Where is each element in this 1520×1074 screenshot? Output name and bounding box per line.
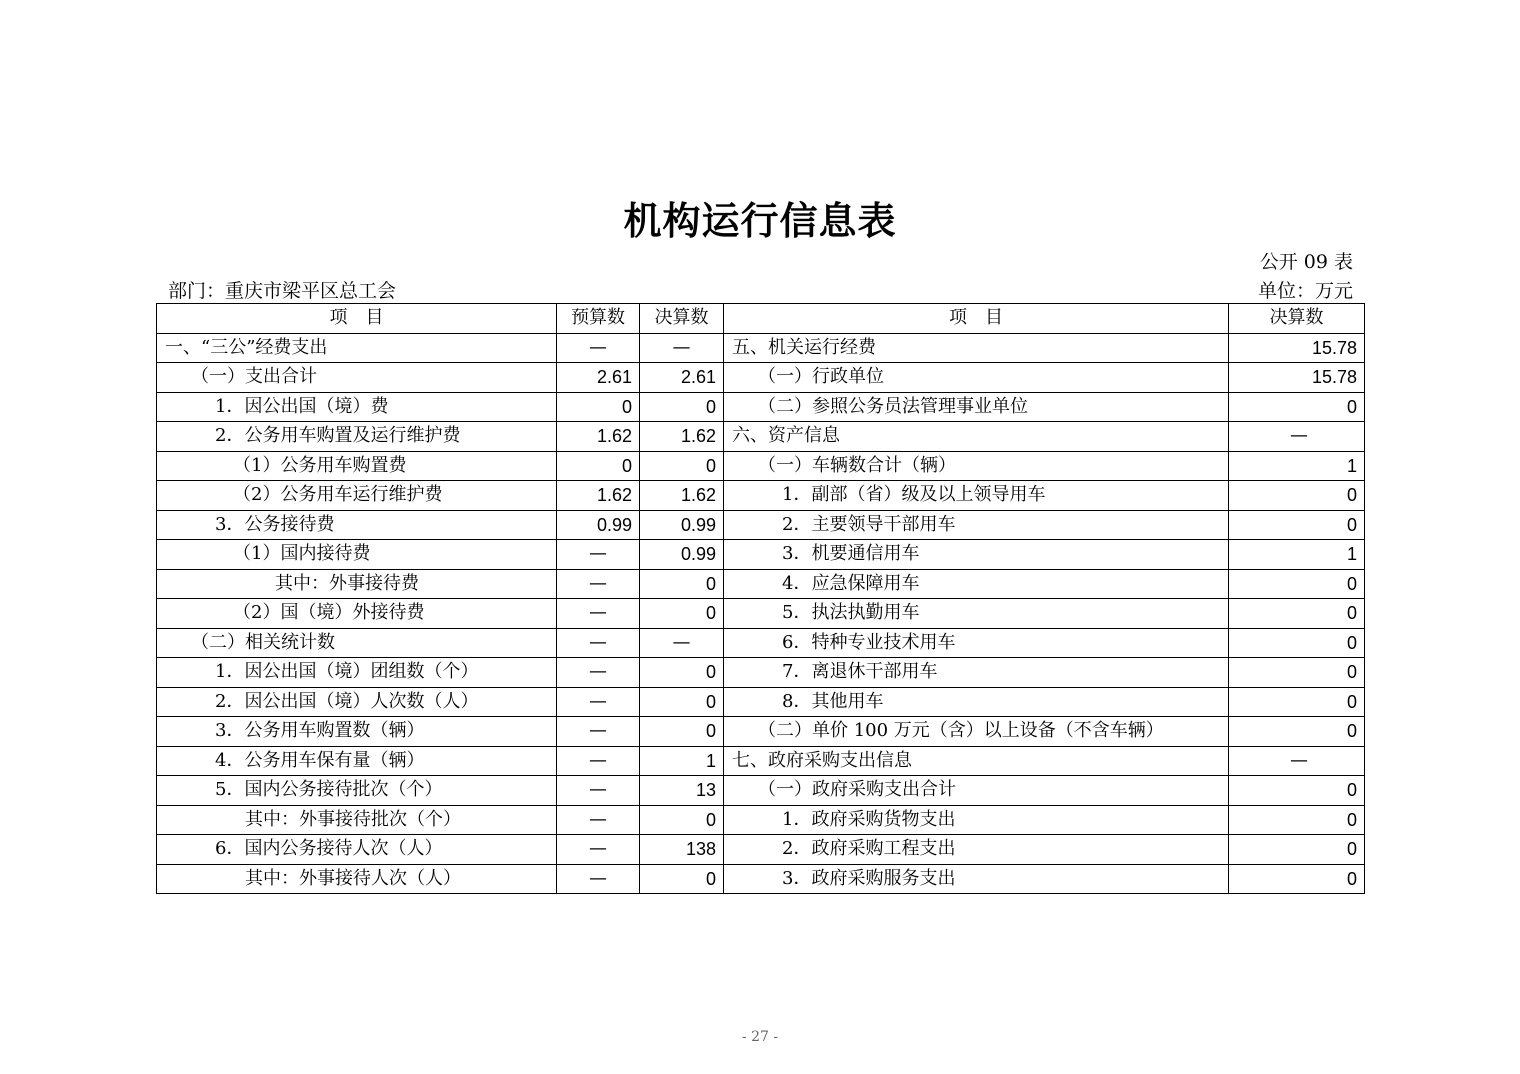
right-item: 六、资产信息 bbox=[724, 422, 1229, 452]
right-item: （一）行政单位 bbox=[724, 363, 1229, 393]
left-item: （2）国（境）外接待费 bbox=[157, 599, 557, 629]
right-final-value: — bbox=[1229, 422, 1365, 452]
left-item: 其中：外事接待批次（个） bbox=[157, 805, 557, 835]
table-row bbox=[157, 451, 1365, 481]
page-title: 机构运行信息表 bbox=[623, 198, 897, 243]
table-row bbox=[157, 392, 1365, 422]
right-final-value: 0 bbox=[1229, 805, 1365, 835]
budget-value: — bbox=[557, 717, 640, 747]
right-final-value: 0 bbox=[1229, 392, 1365, 422]
budget-value: — bbox=[557, 776, 640, 806]
right-item: 2．主要领导干部用车 bbox=[724, 510, 1229, 540]
left-item: 2．公务用车购置及运行维护费 bbox=[157, 422, 557, 452]
table-header-row bbox=[157, 304, 1365, 334]
right-final-value: 0 bbox=[1229, 687, 1365, 717]
final-value: 0 bbox=[640, 658, 724, 688]
table-row bbox=[157, 628, 1365, 658]
right-item: 6．特种专业技术用车 bbox=[724, 628, 1229, 658]
left-item: （1）国内接待费 bbox=[157, 540, 557, 570]
left-item: （2）公务用车运行维护费 bbox=[157, 481, 557, 511]
right-final-value: 15.78 bbox=[1229, 363, 1365, 393]
right-item: 2．政府采购工程支出 bbox=[724, 835, 1229, 865]
left-item: （一）支出合计 bbox=[157, 363, 557, 393]
right-final-value: 15.78 bbox=[1229, 333, 1365, 363]
right-final-value: 0 bbox=[1229, 658, 1365, 688]
budget-value: — bbox=[557, 864, 640, 894]
right-item: （二）参照公务员法管理事业单位 bbox=[724, 392, 1229, 422]
budget-value: 2.61 bbox=[557, 363, 640, 393]
final-value: 0 bbox=[640, 864, 724, 894]
header-budget: 预算数 bbox=[557, 304, 640, 334]
budget-value: — bbox=[557, 569, 640, 599]
budget-value: — bbox=[557, 746, 640, 776]
budget-value: — bbox=[557, 687, 640, 717]
final-value: 1.62 bbox=[640, 481, 724, 511]
right-item: 5．执法执勤用车 bbox=[724, 599, 1229, 629]
final-value: 138 bbox=[640, 835, 724, 865]
right-final-value: — bbox=[1229, 746, 1365, 776]
right-item: （一）车辆数合计（辆） bbox=[724, 451, 1229, 481]
final-value: 0 bbox=[640, 392, 724, 422]
table-row bbox=[157, 717, 1365, 747]
table-row bbox=[157, 569, 1365, 599]
budget-value: — bbox=[557, 599, 640, 629]
final-value: 1.62 bbox=[640, 422, 724, 452]
table-row bbox=[157, 422, 1365, 452]
right-item: （一）政府采购支出合计 bbox=[724, 776, 1229, 806]
left-item: 4．公务用车保有量（辆） bbox=[157, 746, 557, 776]
left-item: 5．国内公务接待批次（个） bbox=[157, 776, 557, 806]
left-item: 6．国内公务接待人次（人） bbox=[157, 835, 557, 865]
final-value: 0 bbox=[640, 805, 724, 835]
right-final-value: 0 bbox=[1229, 717, 1365, 747]
final-value: 1 bbox=[640, 746, 724, 776]
right-final-value: 0 bbox=[1229, 569, 1365, 599]
final-value: 0 bbox=[640, 569, 724, 599]
page-number: - 27 - bbox=[741, 1029, 779, 1045]
form-number: 公开 09 表 bbox=[1259, 251, 1353, 273]
right-item: 3．机要通信用车 bbox=[724, 540, 1229, 570]
table-row bbox=[157, 658, 1365, 688]
budget-value: 1.62 bbox=[557, 422, 640, 452]
left-item: 其中：外事接待人次（人） bbox=[157, 864, 557, 894]
right-final-value: 0 bbox=[1229, 628, 1365, 658]
final-value: 0 bbox=[640, 451, 724, 481]
table-row bbox=[157, 510, 1365, 540]
left-item: （二）相关统计数 bbox=[157, 628, 557, 658]
table-row bbox=[157, 746, 1365, 776]
right-final-value: 0 bbox=[1229, 481, 1365, 511]
budget-value: — bbox=[557, 658, 640, 688]
final-value: — bbox=[640, 628, 724, 658]
budget-value: 0 bbox=[557, 451, 640, 481]
unit-label: 单位：万元 bbox=[1257, 280, 1353, 302]
table-row bbox=[157, 540, 1365, 570]
left-item: 1．因公出国（境）费 bbox=[157, 392, 557, 422]
final-value: 13 bbox=[640, 776, 724, 806]
budget-value: — bbox=[557, 628, 640, 658]
table-row bbox=[157, 864, 1365, 894]
header-item-right: 项 目 bbox=[724, 304, 1229, 334]
left-item: 一、“三公”经费支出 bbox=[157, 333, 557, 363]
budget-value: 1.62 bbox=[557, 481, 640, 511]
left-item: （1）公务用车购置费 bbox=[157, 451, 557, 481]
budget-value: — bbox=[557, 540, 640, 570]
right-item: 1．副部（省）级及以上领导用车 bbox=[724, 481, 1229, 511]
right-final-value: 0 bbox=[1229, 835, 1365, 865]
right-item: 4．应急保障用车 bbox=[724, 569, 1229, 599]
budget-value: 0.99 bbox=[557, 510, 640, 540]
header-item-left: 项 目 bbox=[157, 304, 557, 334]
final-value: — bbox=[640, 333, 724, 363]
final-value: 0 bbox=[640, 687, 724, 717]
left-item: 3．公务接待费 bbox=[157, 510, 557, 540]
right-final-value: 0 bbox=[1229, 510, 1365, 540]
budget-value: — bbox=[557, 835, 640, 865]
right-item: 1．政府采购货物支出 bbox=[724, 805, 1229, 835]
institution-info-table bbox=[156, 303, 1365, 894]
table-row bbox=[157, 481, 1365, 511]
left-item: 3．公务用车购置数（辆） bbox=[157, 717, 557, 747]
final-value: 0 bbox=[640, 717, 724, 747]
right-final-value: 1 bbox=[1229, 540, 1365, 570]
left-item: 其中：外事接待费 bbox=[157, 569, 557, 599]
final-value: 0 bbox=[640, 599, 724, 629]
right-final-value: 0 bbox=[1229, 864, 1365, 894]
table-row bbox=[157, 687, 1365, 717]
right-final-value: 1 bbox=[1229, 451, 1365, 481]
table-row bbox=[157, 333, 1365, 363]
right-item: 8．其他用车 bbox=[724, 687, 1229, 717]
right-item: 3．政府采购服务支出 bbox=[724, 864, 1229, 894]
table-row bbox=[157, 363, 1365, 393]
right-item: 7．离退休干部用车 bbox=[724, 658, 1229, 688]
right-final-value: 0 bbox=[1229, 776, 1365, 806]
right-final-value: 0 bbox=[1229, 599, 1365, 629]
final-value: 0.99 bbox=[640, 510, 724, 540]
final-value: 0.99 bbox=[640, 540, 724, 570]
final-value: 2.61 bbox=[640, 363, 724, 393]
header-final-left: 决算数 bbox=[640, 304, 724, 334]
left-item: 1．因公出国（境）团组数（个） bbox=[157, 658, 557, 688]
table-row bbox=[157, 599, 1365, 629]
budget-value: — bbox=[557, 805, 640, 835]
left-item: 2．因公出国（境）人次数（人） bbox=[157, 687, 557, 717]
table-row bbox=[157, 805, 1365, 835]
table-row bbox=[157, 776, 1365, 806]
budget-value: — bbox=[557, 333, 640, 363]
department-label: 部门：重庆市梁平区总工会 bbox=[168, 280, 397, 302]
budget-value: 0 bbox=[557, 392, 640, 422]
right-item: 五、机关运行经费 bbox=[724, 333, 1229, 363]
right-item: 七、政府采购支出信息 bbox=[724, 746, 1229, 776]
table-row bbox=[157, 835, 1365, 865]
right-item: （二）单价 100 万元（含）以上设备（不含车辆） bbox=[724, 717, 1229, 747]
header-final-right: 决算数 bbox=[1229, 304, 1365, 334]
